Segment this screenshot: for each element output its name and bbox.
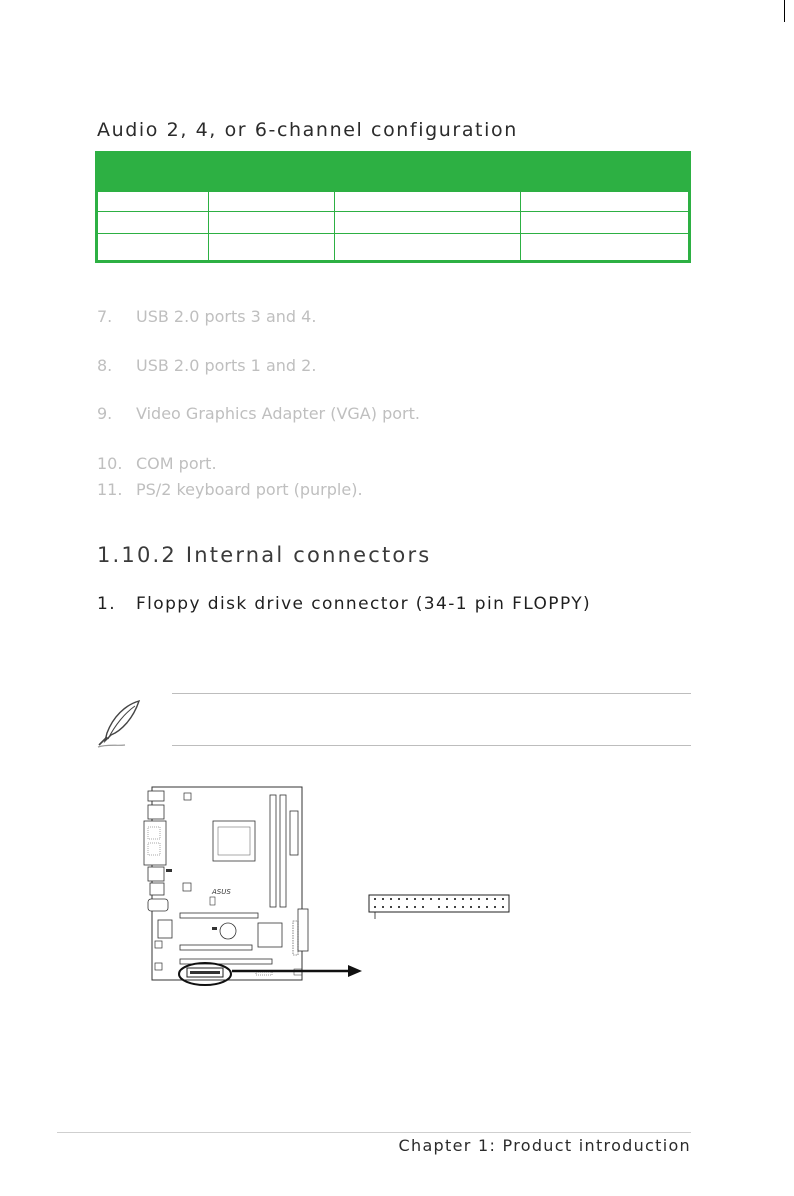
floppy-pin-header-diagram	[366, 893, 512, 923]
list-item	[97, 404, 420, 423]
connector-title: Floppy disk drive connector (34-1 pin FLOPPY)	[136, 594, 592, 614]
list-item-text: USB 2.0 ports 1 and 2.	[136, 356, 317, 375]
table-column-divider	[208, 192, 209, 260]
section-title: Audio 2, 4, or 6-channel configuration	[97, 119, 518, 141]
list-item-number: 7.	[97, 307, 113, 326]
list-item	[97, 480, 363, 499]
list-item	[97, 454, 217, 473]
internal-connectors-heading: 1.10.2 Internal connectors	[97, 543, 432, 567]
list-item-text: USB 2.0 ports 3 and 4.	[136, 307, 317, 326]
list-item-text: PS/2 keyboard port (purple).	[136, 480, 363, 499]
list-item-number: 9.	[97, 404, 113, 423]
list-item-number: 10.	[97, 454, 123, 473]
table-row	[98, 233, 688, 234]
audio-configuration-table	[95, 151, 691, 263]
feather-note-icon	[95, 697, 147, 749]
list-item	[97, 307, 316, 326]
list-item-text: Video Graphics Adapter (VGA) port.	[136, 404, 420, 423]
motherboard-floppy-location-diagram	[140, 785, 380, 990]
list-item-text: COM port.	[136, 454, 217, 473]
footer-rule	[57, 1132, 691, 1133]
page-footer: Chapter 1: Product introduction	[398, 1136, 691, 1155]
note-bottom-rule	[172, 745, 691, 746]
list-item-number: 8.	[97, 356, 113, 375]
floppy-connector-heading	[97, 594, 591, 614]
note-top-rule	[172, 693, 691, 694]
table-column-divider	[334, 192, 335, 260]
table-header-row	[98, 154, 688, 192]
list-item-number: 11.	[97, 480, 123, 499]
crop-mark	[784, 0, 785, 22]
list-item	[97, 356, 316, 375]
asus-logo: ASUS	[212, 888, 231, 896]
table-row	[98, 211, 688, 212]
table-column-divider	[520, 192, 521, 260]
connector-number: 1.	[97, 594, 117, 614]
